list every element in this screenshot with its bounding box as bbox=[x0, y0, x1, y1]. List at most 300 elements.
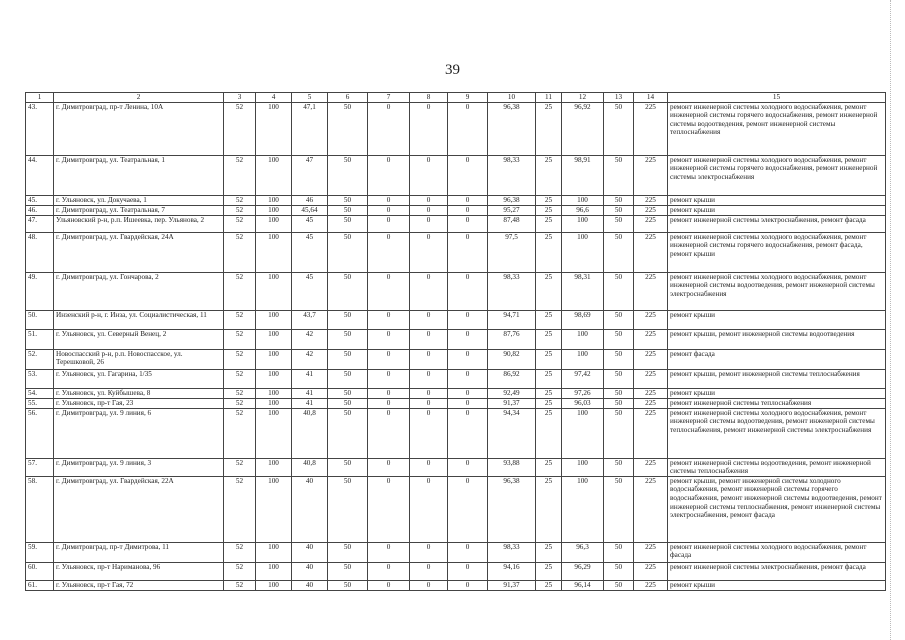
value-cell: 94,71 bbox=[488, 310, 536, 329]
value-cell: 40,8 bbox=[292, 408, 328, 458]
value-cell: 96,38 bbox=[488, 476, 536, 542]
table-row bbox=[26, 580, 886, 590]
value-cell: 0 bbox=[410, 205, 448, 215]
value-cell: 25 bbox=[536, 369, 562, 388]
value-cell: 0 bbox=[368, 476, 410, 542]
value-cell: 45 bbox=[292, 272, 328, 310]
row-number-cell: 48. bbox=[26, 232, 54, 272]
value-cell: 100 bbox=[256, 369, 292, 388]
value-cell: 50 bbox=[328, 329, 368, 349]
header-cell: 2 bbox=[54, 93, 224, 103]
value-cell: 50 bbox=[328, 476, 368, 542]
value-cell: 225 bbox=[634, 205, 668, 215]
value-cell: 50 bbox=[604, 562, 634, 580]
value-cell: 25 bbox=[536, 195, 562, 205]
header-cell: 13 bbox=[604, 93, 634, 103]
value-cell: 100 bbox=[256, 102, 292, 155]
value-cell: 42 bbox=[292, 329, 328, 349]
value-cell: 50 bbox=[328, 408, 368, 458]
table-row bbox=[26, 562, 886, 580]
value-cell: 100 bbox=[256, 398, 292, 408]
value-cell: 100 bbox=[256, 310, 292, 329]
value-cell: 41 bbox=[292, 398, 328, 408]
value-cell: 96,29 bbox=[562, 562, 604, 580]
value-cell: 0 bbox=[368, 408, 410, 458]
value-cell: 41 bbox=[292, 369, 328, 388]
value-cell: 40 bbox=[292, 580, 328, 590]
value-cell: 46 bbox=[292, 195, 328, 205]
table-row bbox=[26, 102, 886, 155]
header-cell: 14 bbox=[634, 93, 668, 103]
value-cell: 0 bbox=[368, 398, 410, 408]
value-cell: 50 bbox=[604, 369, 634, 388]
value-cell: 96,38 bbox=[488, 102, 536, 155]
value-cell: 0 bbox=[410, 408, 448, 458]
value-cell: 92,49 bbox=[488, 388, 536, 398]
value-cell: 0 bbox=[368, 272, 410, 310]
value-cell: 52 bbox=[224, 388, 256, 398]
work-type-cell: ремонт крыши, ремонт инженерной системы водоотведения bbox=[668, 329, 886, 349]
value-cell: 40 bbox=[292, 542, 328, 562]
value-cell: 0 bbox=[410, 476, 448, 542]
value-cell: 225 bbox=[634, 562, 668, 580]
value-cell: 225 bbox=[634, 272, 668, 310]
table-row bbox=[26, 232, 886, 272]
value-cell: 100 bbox=[562, 215, 604, 232]
value-cell: 225 bbox=[634, 369, 668, 388]
value-cell: 225 bbox=[634, 215, 668, 232]
value-cell: 52 bbox=[224, 408, 256, 458]
value-cell: 0 bbox=[410, 398, 448, 408]
value-cell: 0 bbox=[410, 272, 448, 310]
value-cell: 50 bbox=[328, 349, 368, 369]
value-cell: 50 bbox=[328, 580, 368, 590]
value-cell: 225 bbox=[634, 349, 668, 369]
row-number-cell: 58. bbox=[26, 476, 54, 542]
value-cell: 95,27 bbox=[488, 205, 536, 215]
value-cell: 0 bbox=[368, 349, 410, 369]
value-cell: 52 bbox=[224, 542, 256, 562]
value-cell: 50 bbox=[328, 388, 368, 398]
value-cell: 0 bbox=[410, 102, 448, 155]
value-cell: 0 bbox=[368, 310, 410, 329]
value-cell: 52 bbox=[224, 329, 256, 349]
value-cell: 0 bbox=[410, 195, 448, 205]
value-cell: 0 bbox=[368, 215, 410, 232]
table-row bbox=[26, 155, 886, 195]
table-row bbox=[26, 542, 886, 562]
value-cell: 96,38 bbox=[488, 195, 536, 205]
value-cell: 97,42 bbox=[562, 369, 604, 388]
value-cell: 0 bbox=[448, 155, 488, 195]
table-row bbox=[26, 272, 886, 310]
value-cell: 98,33 bbox=[488, 155, 536, 195]
address-cell: г. Димитровград, пр-т Ленина, 10А bbox=[54, 102, 224, 155]
value-cell: 0 bbox=[448, 542, 488, 562]
value-cell: 225 bbox=[634, 388, 668, 398]
value-cell: 100 bbox=[562, 458, 604, 476]
value-cell: 0 bbox=[410, 215, 448, 232]
value-cell: 0 bbox=[448, 205, 488, 215]
value-cell: 47,1 bbox=[292, 102, 328, 155]
value-cell: 0 bbox=[368, 232, 410, 272]
value-cell: 98,31 bbox=[562, 272, 604, 310]
value-cell: 52 bbox=[224, 458, 256, 476]
work-type-cell: ремонт инженерной системы холодного водоснабжения, ремонт инженерной системы водоотведения, ремонт инженерной системы электроснабжения bbox=[668, 272, 886, 310]
address-cell: г. Ульяновск, ул. Куйбышева, 8 bbox=[54, 388, 224, 398]
value-cell: 0 bbox=[448, 215, 488, 232]
work-type-cell: ремонт крыши bbox=[668, 388, 886, 398]
value-cell: 0 bbox=[410, 388, 448, 398]
address-cell: Инзенский р-н, г. Инза, ул. Социалистическая, 11 bbox=[54, 310, 224, 329]
row-number-cell: 59. bbox=[26, 542, 54, 562]
header-cell: 9 bbox=[448, 93, 488, 103]
value-cell: 225 bbox=[634, 580, 668, 590]
value-cell: 25 bbox=[536, 349, 562, 369]
row-number-cell: 61. bbox=[26, 580, 54, 590]
value-cell: 52 bbox=[224, 369, 256, 388]
value-cell: 0 bbox=[368, 205, 410, 215]
value-cell: 25 bbox=[536, 476, 562, 542]
value-cell: 45 bbox=[292, 215, 328, 232]
value-cell: 50 bbox=[604, 388, 634, 398]
value-cell: 50 bbox=[604, 155, 634, 195]
header-cell: 11 bbox=[536, 93, 562, 103]
value-cell: 0 bbox=[368, 580, 410, 590]
value-cell: 52 bbox=[224, 310, 256, 329]
value-cell: 0 bbox=[448, 310, 488, 329]
value-cell: 50 bbox=[328, 232, 368, 272]
value-cell: 52 bbox=[224, 195, 256, 205]
address-cell: Ульяновский р-н, р.п. Ишеевка, пер. Ульянова, 2 bbox=[54, 215, 224, 232]
value-cell: 50 bbox=[604, 195, 634, 205]
value-cell: 91,37 bbox=[488, 580, 536, 590]
value-cell: 0 bbox=[368, 369, 410, 388]
work-type-cell: ремонт фасада bbox=[668, 349, 886, 369]
value-cell: 100 bbox=[562, 232, 604, 272]
value-cell: 52 bbox=[224, 155, 256, 195]
row-number-cell: 53. bbox=[26, 369, 54, 388]
value-cell: 25 bbox=[536, 155, 562, 195]
address-cell: г. Ульяновск, пр-т Гая, 72 bbox=[54, 580, 224, 590]
value-cell: 100 bbox=[562, 195, 604, 205]
value-cell: 50 bbox=[328, 102, 368, 155]
value-cell: 25 bbox=[536, 580, 562, 590]
address-cell: г. Ульяновск, ул. Гагарина, 1/35 bbox=[54, 369, 224, 388]
address-cell: г. Ульяновск, ул. Северный Венец, 2 bbox=[54, 329, 224, 349]
value-cell: 0 bbox=[448, 102, 488, 155]
value-cell: 25 bbox=[536, 408, 562, 458]
value-cell: 0 bbox=[448, 408, 488, 458]
value-cell: 0 bbox=[368, 542, 410, 562]
value-cell: 50 bbox=[328, 272, 368, 310]
value-cell: 0 bbox=[410, 232, 448, 272]
value-cell: 96,6 bbox=[562, 205, 604, 215]
value-cell: 50 bbox=[604, 542, 634, 562]
value-cell: 225 bbox=[634, 195, 668, 205]
value-cell: 25 bbox=[536, 102, 562, 155]
value-cell: 50 bbox=[604, 580, 634, 590]
value-cell: 50 bbox=[604, 232, 634, 272]
address-cell: Новоспасский р-н, р.п. Новоспасское, ул. Терешковой, 26 bbox=[54, 349, 224, 369]
value-cell: 52 bbox=[224, 102, 256, 155]
address-cell: г. Ульяновск, пр-т Гая, 23 bbox=[54, 398, 224, 408]
work-type-cell: ремонт крыши bbox=[668, 310, 886, 329]
value-cell: 25 bbox=[536, 458, 562, 476]
header-cell: 3 bbox=[224, 93, 256, 103]
value-cell: 0 bbox=[410, 310, 448, 329]
table-row bbox=[26, 388, 886, 398]
table-row bbox=[26, 310, 886, 329]
value-cell: 0 bbox=[368, 329, 410, 349]
value-cell: 0 bbox=[448, 349, 488, 369]
value-cell: 0 bbox=[410, 542, 448, 562]
value-cell: 50 bbox=[328, 542, 368, 562]
table-row bbox=[26, 408, 886, 458]
value-cell: 45 bbox=[292, 232, 328, 272]
address-cell: г. Димитровград, пр-т Димитрова, 11 bbox=[54, 542, 224, 562]
value-cell: 52 bbox=[224, 215, 256, 232]
work-type-cell: ремонт инженерной системы водоотведения, ремонт инженерной системы теплоснабжения bbox=[668, 458, 886, 476]
address-cell: г. Димитровград, ул. Гвардейская, 22А bbox=[54, 476, 224, 542]
value-cell: 47 bbox=[292, 155, 328, 195]
row-number-cell: 54. bbox=[26, 388, 54, 398]
value-cell: 50 bbox=[604, 458, 634, 476]
value-cell: 50 bbox=[604, 215, 634, 232]
value-cell: 96,3 bbox=[562, 542, 604, 562]
table-row bbox=[26, 398, 886, 408]
table-row bbox=[26, 329, 886, 349]
value-cell: 100 bbox=[256, 542, 292, 562]
table-row bbox=[26, 458, 886, 476]
value-cell: 100 bbox=[256, 388, 292, 398]
value-cell: 25 bbox=[536, 205, 562, 215]
work-type-cell: ремонт инженерной системы электроснабжения, ремонт фасада bbox=[668, 215, 886, 232]
work-type-cell: ремонт инженерной системы холодного водоснабжения, ремонт фасада bbox=[668, 542, 886, 562]
value-cell: 98,33 bbox=[488, 542, 536, 562]
table-row bbox=[26, 369, 886, 388]
value-cell: 50 bbox=[604, 476, 634, 542]
value-cell: 50 bbox=[604, 398, 634, 408]
header-cell: 10 bbox=[488, 93, 536, 103]
value-cell: 40 bbox=[292, 562, 328, 580]
value-cell: 93,88 bbox=[488, 458, 536, 476]
value-cell: 52 bbox=[224, 562, 256, 580]
value-cell: 100 bbox=[256, 155, 292, 195]
work-type-cell: ремонт инженерной системы холодного водоснабжения, ремонт инженерной системы горячего водоснабжения, ремонт фасада, ремонт крыши bbox=[668, 232, 886, 272]
value-cell: 50 bbox=[328, 215, 368, 232]
row-number-cell: 46. bbox=[26, 205, 54, 215]
value-cell: 0 bbox=[410, 458, 448, 476]
address-cell: г. Димитровград, ул. Театральная, 1 bbox=[54, 155, 224, 195]
row-number-cell: 51. bbox=[26, 329, 54, 349]
value-cell: 50 bbox=[328, 458, 368, 476]
address-cell: г. Димитровград, ул. Гончарова, 2 bbox=[54, 272, 224, 310]
row-number-cell: 45. bbox=[26, 195, 54, 205]
value-cell: 0 bbox=[448, 329, 488, 349]
work-type-cell: ремонт крыши, ремонт инженерной системы теплоснабжения bbox=[668, 369, 886, 388]
page-edge bbox=[889, 0, 891, 640]
row-number-cell: 49. bbox=[26, 272, 54, 310]
value-cell: 86,92 bbox=[488, 369, 536, 388]
value-cell: 50 bbox=[328, 155, 368, 195]
work-type-cell: ремонт крыши bbox=[668, 205, 886, 215]
value-cell: 50 bbox=[604, 310, 634, 329]
value-cell: 45,64 bbox=[292, 205, 328, 215]
value-cell: 50 bbox=[604, 102, 634, 155]
value-cell: 0 bbox=[448, 232, 488, 272]
value-cell: 50 bbox=[328, 398, 368, 408]
row-number-cell: 60. bbox=[26, 562, 54, 580]
value-cell: 100 bbox=[256, 195, 292, 205]
header-row bbox=[26, 93, 886, 103]
value-cell: 100 bbox=[256, 580, 292, 590]
value-cell: 100 bbox=[256, 458, 292, 476]
row-number-cell: 52. bbox=[26, 349, 54, 369]
value-cell: 98,69 bbox=[562, 310, 604, 329]
value-cell: 0 bbox=[368, 195, 410, 205]
value-cell: 25 bbox=[536, 215, 562, 232]
value-cell: 100 bbox=[256, 562, 292, 580]
value-cell: 100 bbox=[256, 349, 292, 369]
header-cell: 7 bbox=[368, 93, 410, 103]
value-cell: 40,8 bbox=[292, 458, 328, 476]
value-cell: 0 bbox=[448, 458, 488, 476]
value-cell: 52 bbox=[224, 232, 256, 272]
value-cell: 0 bbox=[448, 476, 488, 542]
address-cell: г. Димитровград, ул. Театральная, 7 bbox=[54, 205, 224, 215]
value-cell: 100 bbox=[256, 476, 292, 542]
address-cell: г. Димитровград, ул. 9 линия, 3 bbox=[54, 458, 224, 476]
table-row bbox=[26, 195, 886, 205]
value-cell: 97,5 bbox=[488, 232, 536, 272]
value-cell: 25 bbox=[536, 388, 562, 398]
table-row bbox=[26, 205, 886, 215]
value-cell: 0 bbox=[448, 272, 488, 310]
value-cell: 225 bbox=[634, 155, 668, 195]
value-cell: 100 bbox=[562, 408, 604, 458]
value-cell: 52 bbox=[224, 349, 256, 369]
repair-table bbox=[25, 92, 886, 591]
value-cell: 100 bbox=[562, 349, 604, 369]
value-cell: 87,48 bbox=[488, 215, 536, 232]
value-cell: 100 bbox=[256, 215, 292, 232]
value-cell: 0 bbox=[448, 369, 488, 388]
value-cell: 98,33 bbox=[488, 272, 536, 310]
header-cell: 6 bbox=[328, 93, 368, 103]
row-number-cell: 56. bbox=[26, 408, 54, 458]
value-cell: 0 bbox=[448, 580, 488, 590]
header-cell: 12 bbox=[562, 93, 604, 103]
value-cell: 25 bbox=[536, 329, 562, 349]
value-cell: 52 bbox=[224, 476, 256, 542]
value-cell: 40 bbox=[292, 476, 328, 542]
work-type-cell: ремонт инженерной системы холодного водоснабжения, ремонт инженерной системы горячего водоснабжения, ремонт инженерной системы водоотведения, ремонт инженерной системы теплоснабжения bbox=[668, 102, 886, 155]
value-cell: 50 bbox=[604, 329, 634, 349]
value-cell: 87,76 bbox=[488, 329, 536, 349]
value-cell: 52 bbox=[224, 580, 256, 590]
table-row bbox=[26, 215, 886, 232]
value-cell: 225 bbox=[634, 398, 668, 408]
value-cell: 0 bbox=[368, 102, 410, 155]
header-cell: 8 bbox=[410, 93, 448, 103]
value-cell: 42 bbox=[292, 349, 328, 369]
value-cell: 96,03 bbox=[562, 398, 604, 408]
value-cell: 50 bbox=[328, 562, 368, 580]
row-number-cell: 55. bbox=[26, 398, 54, 408]
value-cell: 41 bbox=[292, 388, 328, 398]
table-body bbox=[26, 93, 886, 591]
value-cell: 225 bbox=[634, 310, 668, 329]
value-cell: 50 bbox=[604, 272, 634, 310]
value-cell: 225 bbox=[634, 329, 668, 349]
value-cell: 0 bbox=[410, 155, 448, 195]
value-cell: 96,92 bbox=[562, 102, 604, 155]
value-cell: 225 bbox=[634, 232, 668, 272]
value-cell: 50 bbox=[328, 205, 368, 215]
address-cell: г. Ульяновск, пр-т Нариманова, 96 bbox=[54, 562, 224, 580]
value-cell: 0 bbox=[368, 388, 410, 398]
value-cell: 225 bbox=[634, 476, 668, 542]
value-cell: 100 bbox=[256, 408, 292, 458]
value-cell: 225 bbox=[634, 408, 668, 458]
value-cell: 0 bbox=[368, 155, 410, 195]
work-type-cell: ремонт инженерной системы теплоснабжения bbox=[668, 398, 886, 408]
header-cell: 15 bbox=[668, 93, 886, 103]
value-cell: 0 bbox=[410, 329, 448, 349]
value-cell: 96,14 bbox=[562, 580, 604, 590]
value-cell: 25 bbox=[536, 562, 562, 580]
value-cell: 98,91 bbox=[562, 155, 604, 195]
value-cell: 43,7 bbox=[292, 310, 328, 329]
page-number: 39 bbox=[445, 62, 460, 78]
value-cell: 50 bbox=[328, 310, 368, 329]
value-cell: 50 bbox=[604, 349, 634, 369]
work-type-cell: ремонт крыши bbox=[668, 195, 886, 205]
value-cell: 50 bbox=[604, 205, 634, 215]
row-number-cell: 44. bbox=[26, 155, 54, 195]
row-number-cell: 47. bbox=[26, 215, 54, 232]
value-cell: 100 bbox=[256, 329, 292, 349]
value-cell: 100 bbox=[562, 329, 604, 349]
value-cell: 0 bbox=[448, 562, 488, 580]
value-cell: 100 bbox=[256, 272, 292, 310]
value-cell: 94,34 bbox=[488, 408, 536, 458]
value-cell: 100 bbox=[256, 232, 292, 272]
value-cell: 0 bbox=[448, 388, 488, 398]
value-cell: 97,26 bbox=[562, 388, 604, 398]
value-cell: 25 bbox=[536, 272, 562, 310]
value-cell: 25 bbox=[536, 232, 562, 272]
value-cell: 91,37 bbox=[488, 398, 536, 408]
value-cell: 0 bbox=[410, 369, 448, 388]
row-number-cell: 43. bbox=[26, 102, 54, 155]
value-cell: 52 bbox=[224, 205, 256, 215]
work-type-cell: ремонт инженерной системы холодного водоснабжения, ремонт инженерной системы водоотведения, ремонт инженерной системы теплоснабжения, ремонт инженерной системы электроснабжения bbox=[668, 408, 886, 458]
value-cell: 52 bbox=[224, 272, 256, 310]
value-cell: 225 bbox=[634, 542, 668, 562]
value-cell: 100 bbox=[562, 476, 604, 542]
table-row bbox=[26, 476, 886, 542]
row-number-cell: 50. bbox=[26, 310, 54, 329]
value-cell: 25 bbox=[536, 310, 562, 329]
work-type-cell: ремонт инженерной системы холодного водоснабжения, ремонт инженерной системы горячего водоснабжения, ремонт инженерной системы электроснабжения bbox=[668, 155, 886, 195]
value-cell: 0 bbox=[410, 349, 448, 369]
address-cell: г. Димитровград, ул. 9 линия, 6 bbox=[54, 408, 224, 458]
table-row bbox=[26, 349, 886, 369]
work-type-cell: ремонт крыши bbox=[668, 580, 886, 590]
value-cell: 0 bbox=[368, 562, 410, 580]
